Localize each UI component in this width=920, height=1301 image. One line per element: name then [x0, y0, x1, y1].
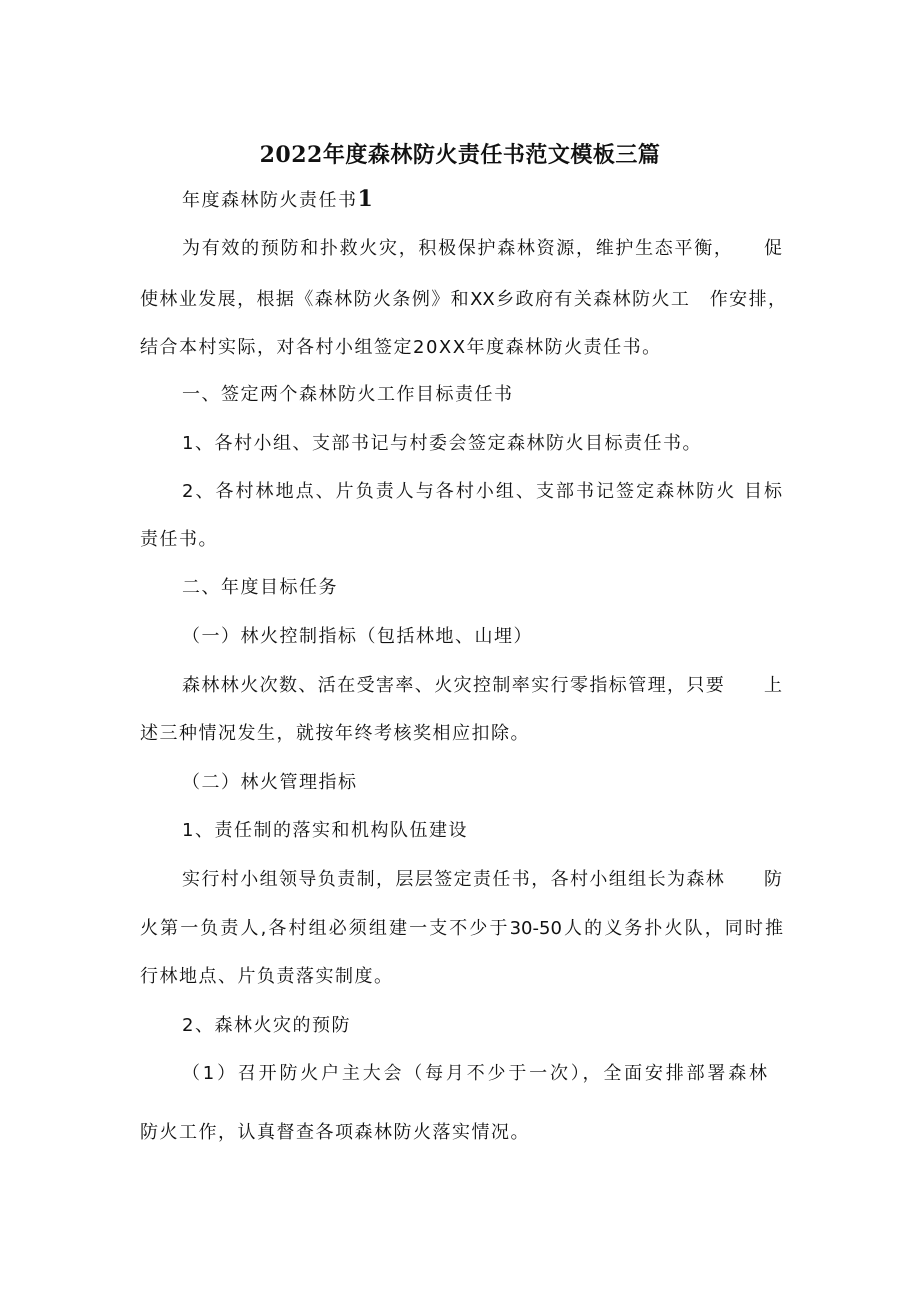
- section-heading: [182, 186, 374, 214]
- paragraph-line: 1、各村小组、支部书记与村委会签定森林防火目标责任书。: [182, 433, 702, 454]
- subsection-heading: （二）林火管理指标: [182, 772, 358, 793]
- paragraph-line: 实行村小组领导负责制，层层签定责任书，各村小组组长为森林 防: [182, 869, 782, 890]
- paragraph-line: 为有效的预防和扑救火灾，积极保护森林资源，维护生态平衡， 促: [182, 238, 782, 259]
- section-heading: 二、年度目标任务: [182, 577, 338, 598]
- paragraph-line: 结合本村实际，对各村小组签定20XX年度森林防火责任书。: [140, 337, 662, 358]
- paragraph-line: 使林业发展，根据《森林防火条例》和XX乡政府有关森林防火工 作安排，: [140, 289, 786, 310]
- paragraph-line: 行林地点、片负责落实制度。: [140, 966, 394, 987]
- paragraph-line: （1）召开防火户主大会（每月不少于一次），全面安排部署森林: [182, 1063, 767, 1084]
- paragraph-line: 述三种情况发生，就按年终考核奖相应扣除。: [140, 723, 530, 744]
- paragraph-line: 1、责任制的落实和机构队伍建设: [182, 820, 468, 841]
- paragraph-line: 火第一负责人,各村组必须组建一支不少于30-50人的义务扑火队，同时推: [140, 918, 783, 939]
- paragraph-line: 2、各村林地点、片负责人与各村小组、支部书记签定森林防火 目标: [182, 481, 782, 502]
- paragraph-line: 责任书。: [140, 529, 218, 550]
- paragraph-line: 森林林火次数、活在受害率、火灾控制率实行零指标管理，只要 上: [182, 675, 782, 696]
- subsection-heading: （一）林火控制指标（包括林地、山埋）: [182, 626, 533, 647]
- document-title: 2022年度森林防火责任书范文模板三篇: [259, 142, 661, 168]
- paragraph-line: 2、森林火灾的预防: [182, 1015, 351, 1036]
- section-heading-text: 年度森林防火责任书: [182, 190, 358, 211]
- section-heading-number: 1: [357, 186, 375, 212]
- section-heading: 一、签定两个森林防火工作目标责任书: [182, 384, 514, 405]
- paragraph-line: 防火工作，认真督查各项森林防火落实情况。: [140, 1122, 530, 1143]
